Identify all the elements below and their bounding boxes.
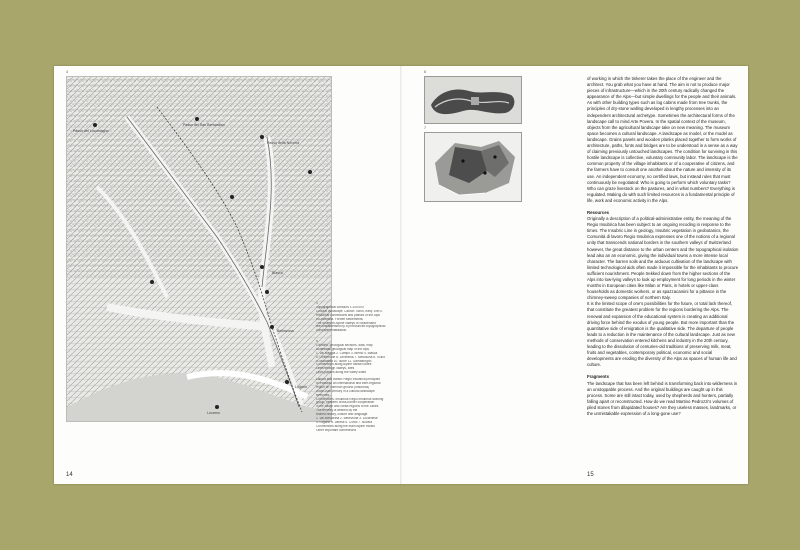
legend-line: Lines passes along the valley sides — [316, 371, 366, 375]
legend-line: The southern Alpine valleys of Switzerland — [316, 321, 376, 325]
legend-line: 4. Lugano 5. Varese 6. Como 7. Novara — [316, 420, 373, 424]
legend-line: in Leventina. Former settlements; — [316, 317, 364, 321]
legend-line: Other important connections — [316, 428, 357, 432]
legend-line: shared history, culture and language. — [316, 413, 369, 417]
paragraph: of working in which the tinkerer takes the place of the engineer and the architect. You grab what you have at hand. The aim is not to produce major pieces of infrastructure—which in the 20th century radically changed the appearance of the Alps—but simple dwellings for the people and their animals. As with other building types such as log cabins made from tree trunks, the principles of dry-stone walling developed in lengthy processes into an independent architectural archetype. Sometimes the architectural forms of the landscape call to mind Arte Povera. In the spatial context of the museum, objects from the agricultural landscape take on new meaning. The museum space becomes a cultural landscape. A landscape as model, or the model as landscape. Grains panels and wooden planks placed together to form works of architecture, paths, fonts and bridges are to be understood in a sense as a way of claiming previously untouched landscapes. The condition for surviving in this hostile landscape is collective, voluntary community labor. The landscape is the common property of the village inhabitants or of a cooperative of citizens, and the farmers have to consult one another about the nature and intensity of its use. An independent economy, no certified laws, but instead rules that must continuously be negotiated: Who is going to perform which voluntary tasks? Who can graze livestock on the pastures, and in what numbers? Everything is regulated. Making do with such limited resources is a fundamental principle of life, work and economic activity in the Alps. — [587, 76, 738, 203]
section-heading-resources: Resources — [587, 209, 609, 215]
section-heading-fragments: Fragments — [587, 374, 609, 380]
legend-number: 4 — [316, 302, 318, 305]
left-page — [54, 66, 400, 484]
paragraph: Originally a description of a political-administrative entity, the meaning of the Regio Insubrica has been subject to an ongoing recoding in response to the times. The Insubric Line in geology, Insubric vegetation in geobotanics, the Comunità di lavoro Regio Insubrica expresses one of the notions of a regional unity that transcends national borders in the southern valleys of Switzerland however, the great distance to the urban centers and the topographical isolation lead also an an economic, giving the individual towns a more intense local character. The barren soils and the arduous cultivation of the landscape with limited technological aids often made it impossible for the inhabitants to procure sufficient nourishment. People trekked down from the higher sections of the Alps into low-lying valleys to look up employment for long periods in the winter months in European cities like Milan or Paris, in hotels or upper-class households as domestic workers, or as spazzacamini for a pittance in the chimney-sweep companies of northern Italy. — [587, 216, 739, 301]
article-body — [587, 76, 739, 417]
legend-line: Cultural landscape; Canton Ticino, early 19th c. — [316, 309, 383, 313]
legend-line: compartmentalisation. — [316, 329, 348, 333]
page-number-right: 15 — [587, 472, 594, 478]
figure-label: 7 — [424, 126, 426, 130]
map-place-label: Passo della Novena — [267, 141, 299, 145]
map-place-label: Lugano — [295, 385, 307, 389]
legend-line: to establish an international and inter-regional — [316, 381, 381, 385]
legend-line: Connections along Alpine transit routes — [316, 363, 372, 367]
legend-line: Connections along the main Alpine transit — [316, 424, 375, 428]
legend-line: Labour and transit: Regio Insubrica principles — [316, 378, 380, 381]
right-page — [402, 66, 748, 484]
figure-label: 6 — [424, 70, 426, 74]
map-place-label: Passo del Lucomagno — [73, 129, 109, 133]
topographic-map — [66, 76, 332, 422]
alps-outline-graphic — [425, 77, 521, 123]
inset-map-regio-insubrica — [424, 132, 522, 202]
legend-line: are characterised by a pronounced topographical — [316, 325, 386, 329]
legend-line: group, between cross-border cooperation — [316, 401, 375, 405]
legend-line: 1. Val Maggia 2. Campo 3. Blenio 4. Biasca — [316, 351, 378, 355]
legend-line: Historical connections and passes of the Alps — [316, 313, 380, 317]
legend-number: 5 — [316, 340, 318, 343]
legend-line: Cantons, geological sections, data, map — [316, 343, 373, 347]
legend-line: in the 20th century in a cultural landscape — [316, 389, 375, 393]
regio-insubrica-graphic — [425, 133, 521, 201]
legend-line: in the Italian and Swiss regions of the Lakes. — [316, 405, 380, 409]
legend-block-6 — [316, 378, 396, 433]
page-number-left: 14 — [66, 472, 73, 478]
legend-line: 5. Onsernone 6. Leventina 7. Mesolcina 8. Ticino — [316, 355, 386, 359]
inset-map-alps — [424, 76, 522, 124]
map-place-label: Passo del San Bernardino — [183, 123, 225, 127]
legend-block-4 — [316, 302, 396, 333]
map-place-label: Locarno — [207, 411, 220, 415]
legend-line: Lines through valleys, sites — [316, 367, 355, 371]
legend-line: Connections: Insubrica Regio Insubrica working — [316, 397, 384, 401]
legend-line: The territory is defined by the — [316, 409, 358, 413]
legend-line: stretched. — [316, 393, 330, 397]
legend-line: Schematic geological map of the Alps — [316, 347, 369, 351]
paragraph: The landscape that has been left behind is transforming back into wilderness in an unstoppable process. And the original buildings are caught up in this process. Some are still intact today, used by shepherds and hunters, partially falling apart or reconstructed. How do we read Martino Pedrozzi's volumes of piled stones from dilapidated houses? Are they useless masses, landmarks, or the unmistakable expression of a long-gone use? — [587, 380, 738, 416]
legend-line: 1. Val Mesolcina 2. Bellinzona 3. Locarnese — [316, 417, 378, 421]
book-spread — [54, 66, 748, 484]
legend-line: region on common ground (Insubrica) — [316, 385, 370, 389]
legend-line: 9. Morobbia 10. Isone 11. Gambarogno — [316, 359, 372, 363]
figure-label: 4 — [66, 70, 68, 74]
paragraph: It is the limited scope of one's possibilities for the future, or total lack thereof, that constitute the greatest problem for the regions bordering the Alps. The renewal and expansion of the educational system is creating an additional driving force behind the exodus of young people. But more important than the quantitative side of emigration is the qualitative side. The departure of people leads to a reduction in the maintenance of the cultural landscape. Just as new methods of conservation entered kitchens and industry in the 20th century, leading to the dissolution of centuries-old traditions of preserving milk, meat, fruits and vegetables, contemporary political, economic and social developments are eroding the diversity of the Alps as spaces of human life and culture. — [587, 301, 737, 368]
legend-line: Topographical contours 1:100'000 — [316, 305, 364, 309]
map-place-label: Bellinzona — [277, 329, 294, 333]
map-place-label: Biasca — [272, 271, 283, 275]
legend-block-5 — [316, 340, 396, 375]
